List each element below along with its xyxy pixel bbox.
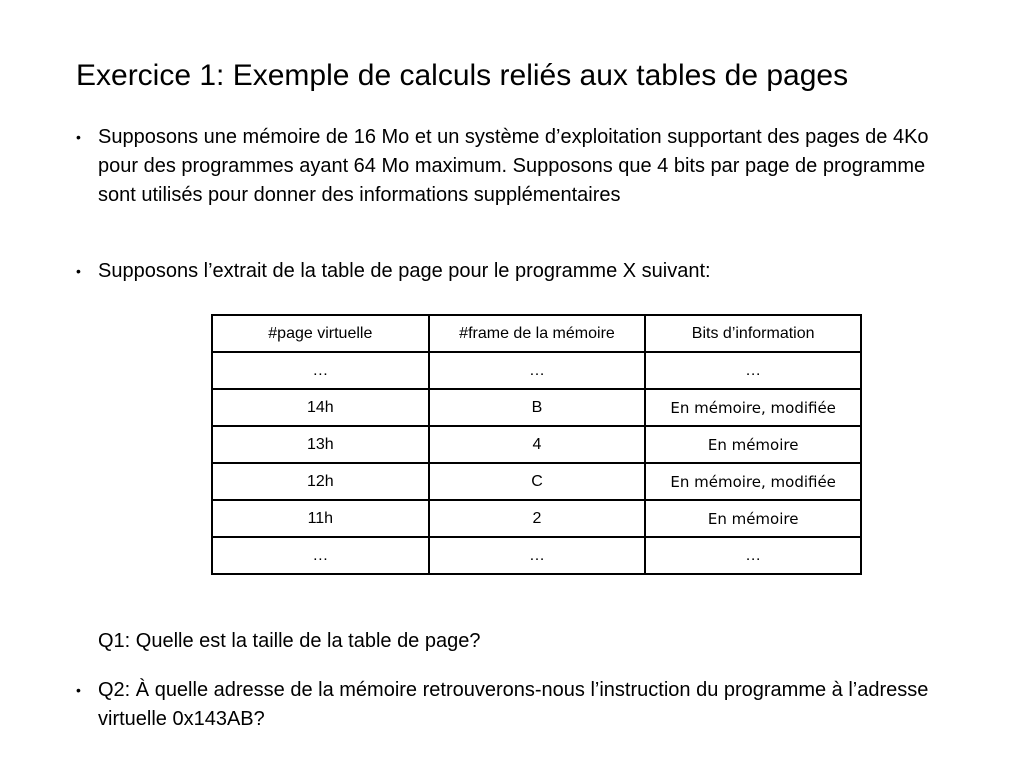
- header-virtual-page: #page virtuelle: [212, 315, 429, 352]
- table-header-row: [212, 315, 861, 352]
- table-cell: …: [429, 537, 646, 574]
- bullet-item-memory: [76, 123, 956, 243]
- bullet-text: Supposons l’extrait de la table de page pour le programme X suivant:: [98, 260, 711, 282]
- table-cell: …: [645, 537, 861, 574]
- bullet-icon: •: [76, 129, 81, 145]
- table-cell: En mémoire: [645, 426, 861, 463]
- header-info-bits: Bits d’information: [645, 315, 861, 352]
- table-cell: 12h: [212, 463, 429, 500]
- question-1: [76, 627, 956, 657]
- table-cell: 11h: [212, 500, 429, 537]
- slide-title: Exercice 1: Exemple de calculs reliés aux tables de pages: [76, 59, 849, 92]
- table-cell: En mémoire, modifiée: [645, 389, 861, 426]
- table-cell: 4: [429, 426, 646, 463]
- header-memory-frame: #frame de la mémoire: [429, 315, 646, 352]
- question-2: [76, 676, 956, 736]
- question-1-text: Q1: Quelle est la taille de la table de page?: [98, 630, 481, 652]
- bullet-text: Supposons une mémoire de 16 Mo et un système d’exploitation supportant des pages de 4Ko pour des programmes ayant 64 Mo maximum. Supposons que 4 bits par page de programme sont utilisés pour donner des informations supplémentaires: [98, 126, 929, 206]
- table-row: [212, 352, 861, 389]
- page-table: [211, 314, 862, 575]
- question-2-text: Q2: À quelle adresse de la mémoire retrouverons-nous l’instruction du programme à l’adresse virtuelle 0x143AB?: [98, 679, 929, 730]
- table-cell: En mémoire: [645, 500, 861, 537]
- table-cell: En mémoire, modifiée: [645, 463, 861, 500]
- table-cell: C: [429, 463, 646, 500]
- table-row: [212, 500, 861, 537]
- table-row: [212, 463, 861, 500]
- table-row: [212, 426, 861, 463]
- table-cell: …: [645, 352, 861, 389]
- bullet-icon: •: [76, 263, 81, 279]
- table-cell: 13h: [212, 426, 429, 463]
- table-cell: …: [212, 352, 429, 389]
- bullet-icon: •: [76, 682, 81, 698]
- table-cell: …: [212, 537, 429, 574]
- table-cell: 2: [429, 500, 646, 537]
- table-cell: 14h: [212, 389, 429, 426]
- table-cell: B: [429, 389, 646, 426]
- table-row: [212, 389, 861, 426]
- table-cell: …: [429, 352, 646, 389]
- table-row: [212, 537, 861, 574]
- bullet-item-page-table: [76, 257, 956, 287]
